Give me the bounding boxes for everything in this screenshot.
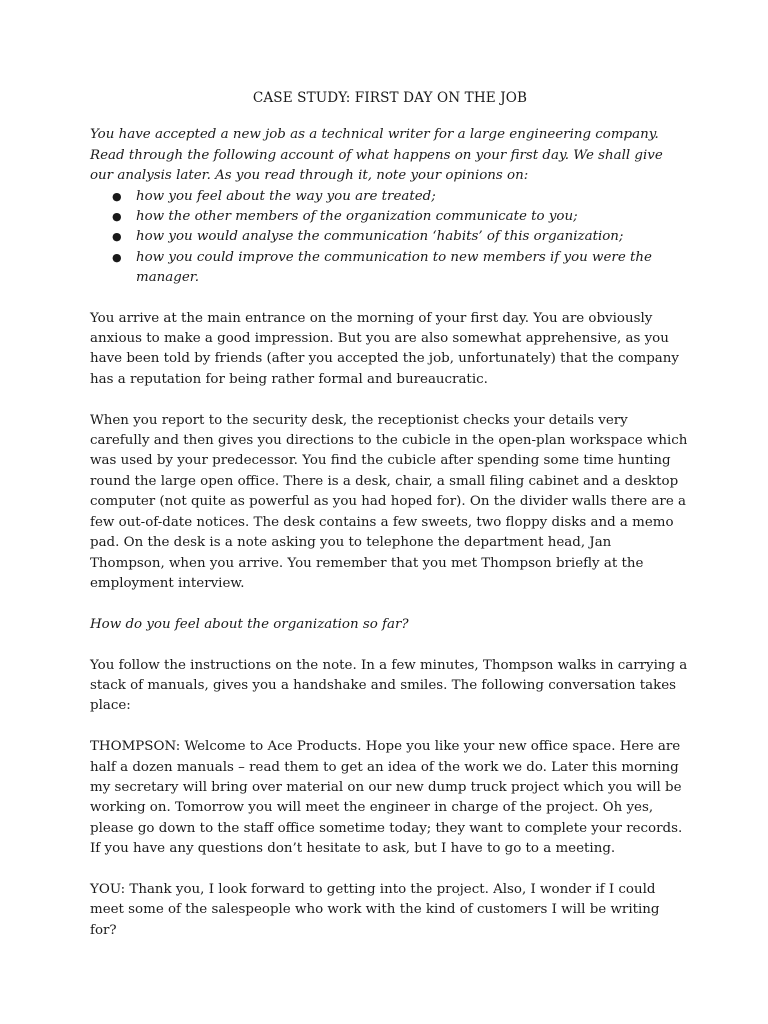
list-item <box>90 207 690 227</box>
intro-paragraph: You have accepted a new job as a technical writer for a large engineering company. Read through the following account of what happens on your first day. We shall give our analysis later. As you read through it, note your opinions on: <box>90 127 663 184</box>
arrival-paragraph: You arrive at the main entrance on the morning of your first day. You are obviously anxious to make a good impression. But you are also somewhat apprehensive, as you have been told by friends (after you accepted the job, unfortunately) that the company has a reputation for being rather formal and bureaucratic. <box>90 310 679 387</box>
list-item <box>90 248 690 289</box>
instructions-paragraph: You follow the instructions on the note. In a few minutes, Thompson walks in carrying a stack of manuals, gives you a handshake and smiles. The following conversation takes place: <box>90 657 688 714</box>
list-item-text: how the other members of the organization communicate to you; <box>136 209 578 225</box>
list-item-text: how you feel about the way you are treated; <box>136 188 436 204</box>
list-item-text: how you would analyse the communication ‘habits’ of this organization; <box>136 229 624 245</box>
reflection-question: How do you feel about the organization so far? <box>90 616 409 632</box>
list-item <box>90 187 690 207</box>
document-title: CASE STUDY: FIRST DAY ON THE JOB <box>252 90 528 106</box>
list-item-text: how you could improve the communication to new members if you were the manager. <box>136 249 652 286</box>
list-item <box>90 227 690 247</box>
cubicle-paragraph: When you report to the security desk, the receptionist checks your details very carefully and then gives you directions to the cubicle in the open-plan workspace which was used by your predecessor. You find the cubicle after spending some time hunting round the large open office. There is a desk, chair, a small filing cabinet and a desktop computer (not quite as powerful as you had hoped for). On the divider walls there are a few out-of-date notices. The desk contains a few sweets, two floppy disks and a memo pad. On the desk is a note asking you to telephone the department head, Jan Thompson, when you arrive. You remember that you met Thompson briefly at the employment interview. <box>90 412 688 591</box>
you-dialogue: YOU: Thank you, I look forward to getting into the project. Also, I wonder if I could meet some of the salespeople who work with the kind of customers I will be writing for? <box>90 881 660 938</box>
bullet-icon: ● <box>112 189 122 203</box>
bullet-icon: ● <box>112 250 122 264</box>
document-page <box>90 88 690 962</box>
thompson-dialogue: THOMPSON: Welcome to Ace Products. Hope you like your new office space. Here are half a dozen manuals – read them to get an idea of the work we do. Later this morning my secretary will bring over material on our new dump truck project which you will be working on. Tomorrow you will meet the engineer in charge of the project. Oh yes, please go down to the staff office sometime today; they want to complete your records. If you have any questions don’t hesitate to ask, but I have to go to a meeting. <box>90 739 683 857</box>
bullet-icon: ● <box>112 230 122 244</box>
opinion-list <box>90 187 690 289</box>
bullet-icon: ● <box>112 210 122 224</box>
